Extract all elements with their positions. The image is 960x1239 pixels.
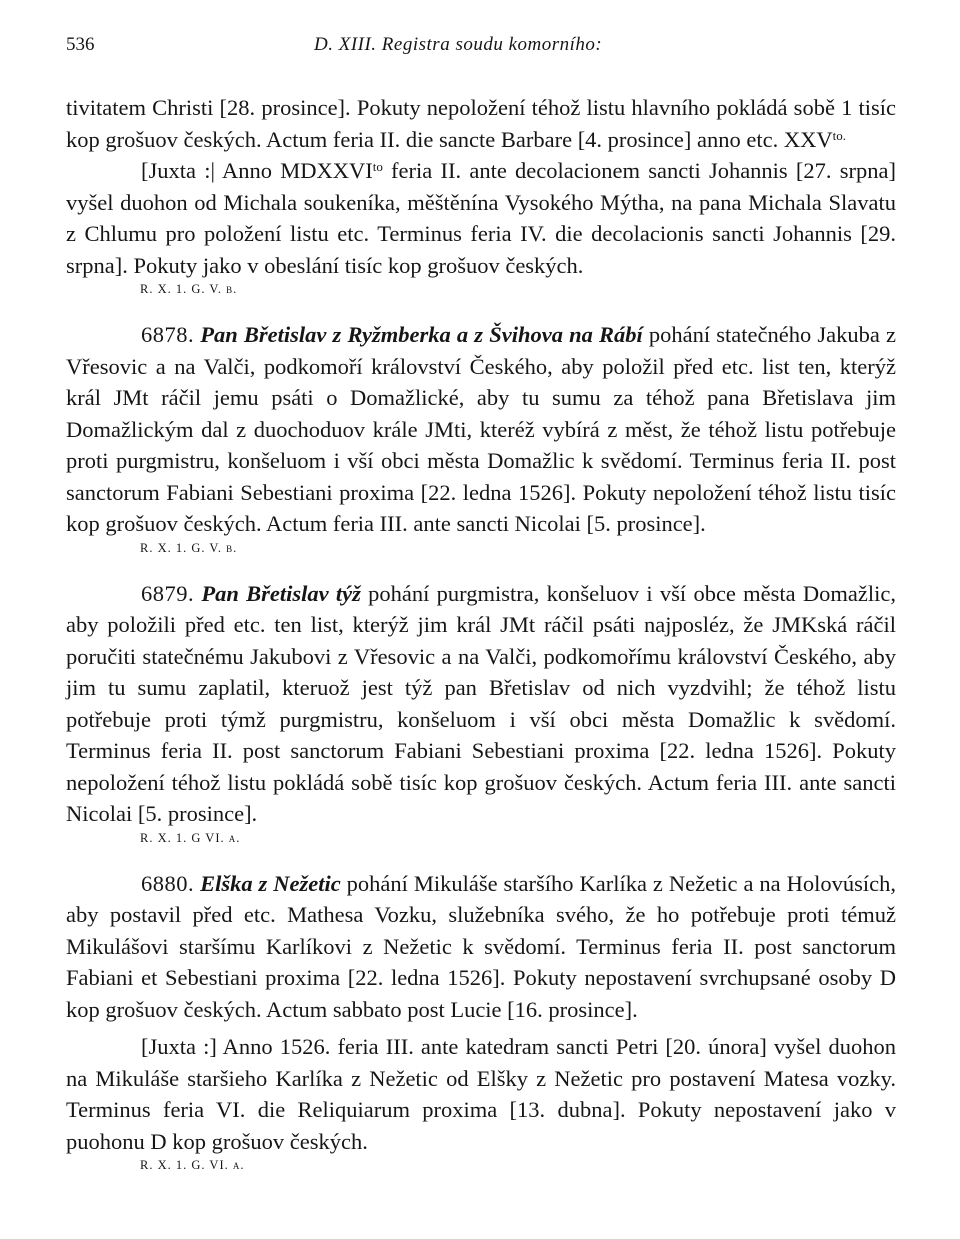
entry-6880-number: 6880. <box>141 870 195 896</box>
juxta-1-text-a: [Juxta :| Anno MDXXVI <box>141 158 373 183</box>
juxta-paragraph-1 <box>66 155 896 281</box>
entry-6878 <box>66 319 896 540</box>
entry-6879-number: 6879. <box>141 580 195 606</box>
entry-6880-name: Elška z Nežetic <box>200 870 341 896</box>
entry-6880-text: pohání Mikuláše staršího Karlíka z Nežetic a na Holovúsích, aby postavil před etc. Mathesa Vozku, služebníka svého, že ho potřebuje proti témuž Mikulášovi staršímu Karlíkovi z Nežetic k svědomí. Terminus feria II. post sanctorum Fabiani et Sebestiani proxima [22. ledna 1526]. Pokuty nepostavení svrchupsané osoby D kop grošuov českých. Actum sabbato post Lucie [16. prosince]. <box>66 870 896 1022</box>
entry-6878-name: Pan Břetislav z Ryžmberka a z Švihova na Rábí <box>200 322 643 347</box>
entry-6879-name: Pan Břetislav týž <box>201 580 361 606</box>
page-header <box>66 34 896 64</box>
intro-text: tivitatem Christi [28. prosince]. Pokuty nepoložení téhož listu hlavního pokládá sobě 1 tisíc kop grošuov českých. Actum feria II. die sancte Barbare [4. prosince] anno etc. XXV <box>66 95 896 152</box>
entry-6879 <box>66 578 896 830</box>
juxta-1-superscript: to <box>372 159 383 174</box>
juxta-1-text-b: feria II. ante decolacionem sancti Johannis [27. srpna] vyšel duohon od Michala soukeníka, měštěnína Vysokého Mýtha, na pana Michala Slavatu z Chlumu pro položení listu etc. Terminus feria IV. die decolacionis sancti Johannis [29. srpna]. Pokuty jako v obeslání tisíc kop grošuov českých. <box>66 158 897 278</box>
page-number: 536 <box>66 34 95 55</box>
intro-paragraph <box>66 92 896 155</box>
intro-superscript: to. <box>832 127 846 143</box>
juxta-2-reference: R. X. 1. G. VI. a. <box>140 1158 245 1172</box>
page-body <box>66 92 896 1173</box>
entry-6879-text: pohání purgmistra, konšeluov i vší obce města Domažlic, aby položili před etc. ten list, kterýž jim král JMt ráčil psáti najposléz, že JMKská ráčil poručiti statečnému Jakubovi z Vřesovic a na Valči, podkomořímu království Českého, aby jim tu sumu zaplatil, kteruož jest týž pan Břetislav od nich vyzdvihl; že téhož listu potřebuje proti týmž purgmistru, konšeluom i vší obci města Domažlic k svědomí. Terminus feria II. post sanctorum Fabiani Sebestiani proxima [22. ledna 1526]. Pokuty nepoložení téhož listu pokládá sobě tisíc kop grošuov českých. Actum feria III. ante sancti Nicolai [5. prosince]. <box>66 580 897 826</box>
entry-6879-reference: R. X. 1. G VI. a. <box>140 830 241 845</box>
entry-6880 <box>66 868 896 1026</box>
running-title: D. XIII. Registra soudu komorního: <box>314 34 603 55</box>
juxta-paragraph-2 <box>66 1031 896 1157</box>
juxta-2-text: [Juxta :] Anno 1526. feria III. ante katedram sancti Petri [20. února] vyšel duohon na Mikuláše staršieho Karlíka z Nežetic od Elšky z Nežetic pro postavení Matesa vozky. Terminus feria VI. die Reliquiarum proxima [13. dubna]. Pokuty nepostavení jako v puohonu D kop grošuov českých. <box>66 1034 896 1154</box>
entry-6878-number: 6878. <box>141 322 195 347</box>
juxta-1-reference: R. X. 1. G. V. b. <box>140 282 238 296</box>
entry-6878-text: pohání statečného Jakuba z Vřesovic a na Valči, podkomoří království Českého, aby položil před etc. list ten, kterýž král JMt ráčil jemu psáti o Domažlické, aby tu sumu za téhož pana Břetislava jim Domažlickým dal z duochoduov krále JMti, kteréž vybírá z měst, že téhož listu potřebuje proti purgmistru, konšeluom i vší obci města Domažlic k svědomí. Terminus feria II. post sanctorum Fabiani Sebestiani proxima [22. ledna 1526]. Pokuty nepoložení téhož listu tisíc kop grošuov českých. Actum feria III. ante sancti Nicolai [5. prosince]. <box>66 322 896 536</box>
entry-6878-reference: R. X. 1. G. V. b. <box>140 540 238 555</box>
book-page <box>66 34 897 1172</box>
